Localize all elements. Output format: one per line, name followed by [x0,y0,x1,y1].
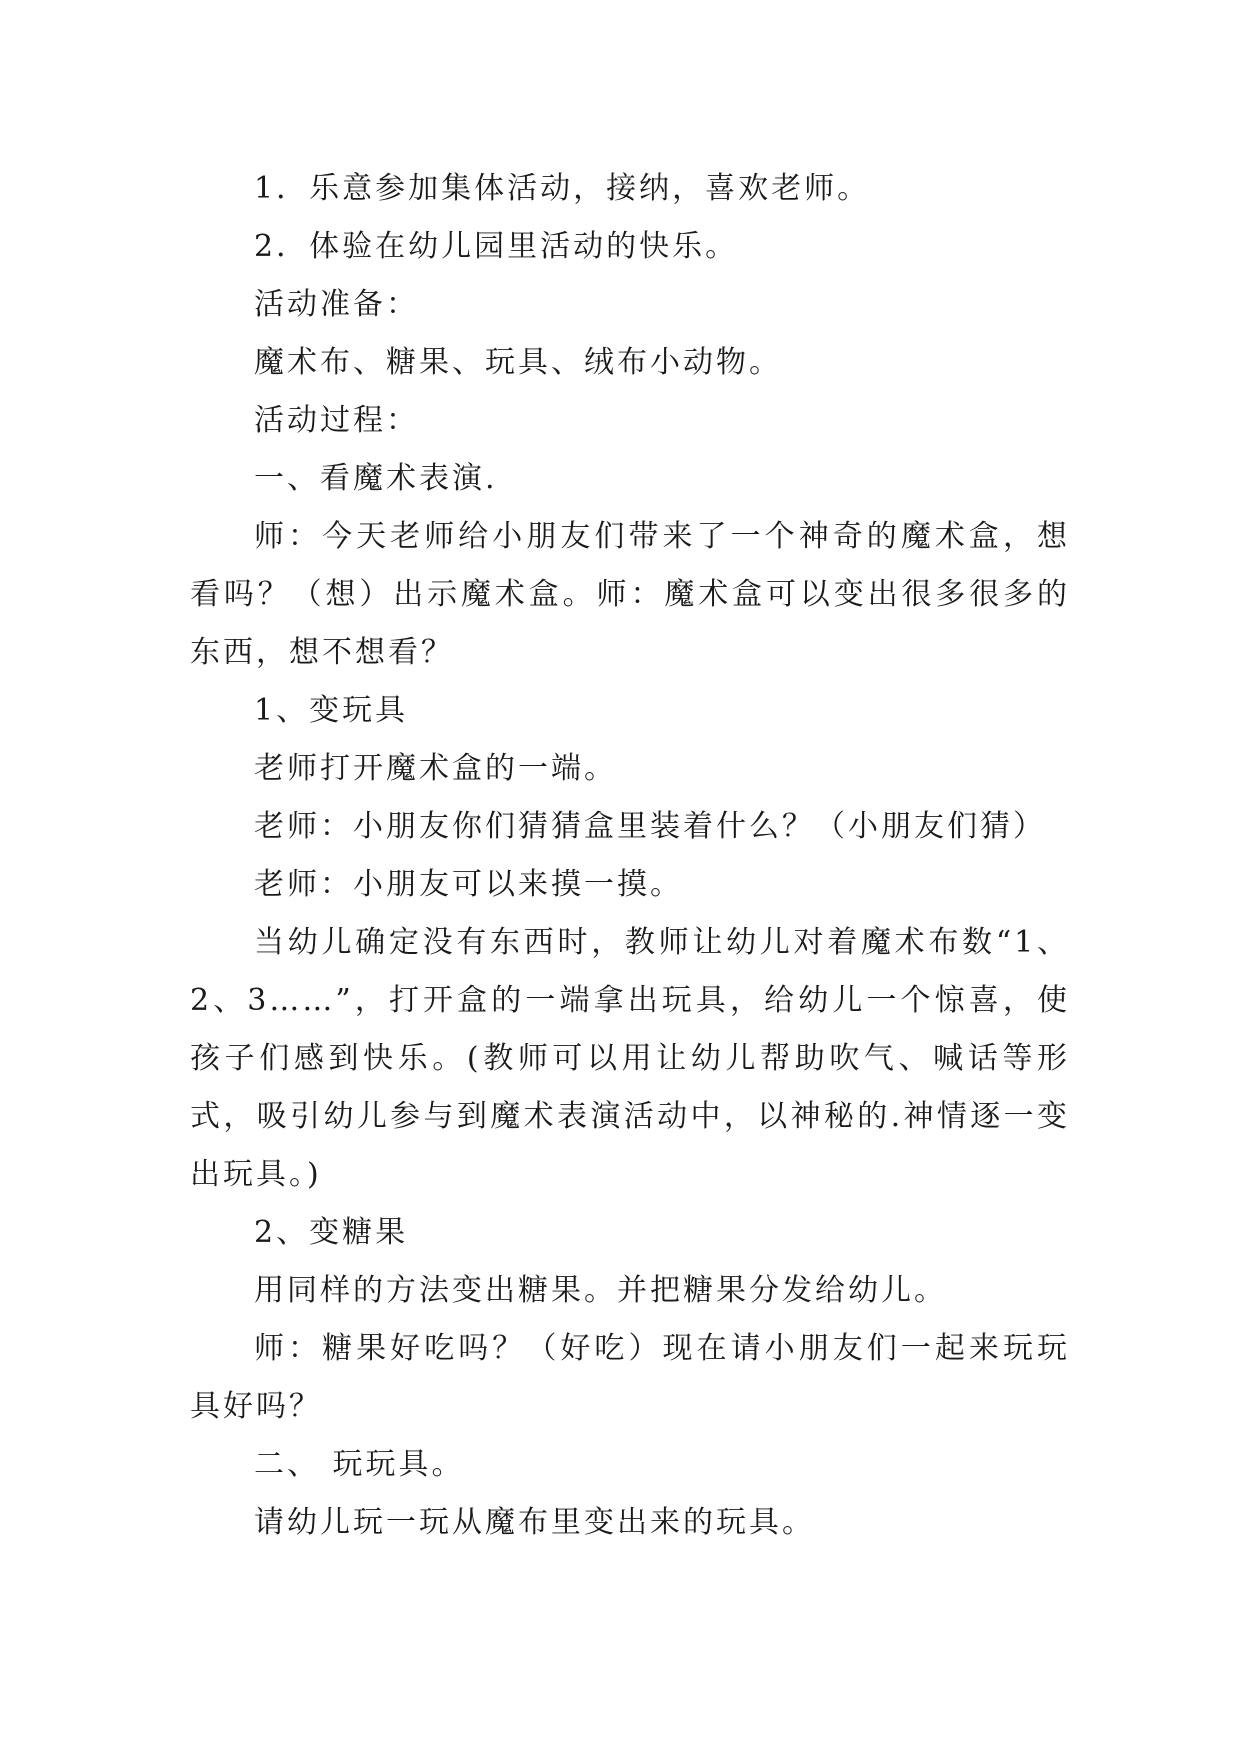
paragraph-candy-method: 用同样的方法变出糖果。并把糖果分发给幼儿。 [254,1273,947,1308]
section-heading-process: 活动过程： [254,403,419,438]
step-heading-magic-show: 一、看魔术表演. [254,461,498,496]
objective-item-2: 2．体验在幼儿园里活动的快乐。 [254,229,739,264]
paragraph-guess: 老师：小朋友你们猜猜盒里装着什么？（小朋友们猜） [254,809,1046,844]
paragraph-open-box: 老师打开魔术盒的一端。 [254,751,617,786]
substep-heading-toys: 1、变玩具 [254,693,409,728]
paragraph-play-toys: 请幼儿玩一玩从魔布里变出来的玩具。 [254,1505,815,1540]
section-heading-preparation: 活动准备： [254,287,419,322]
paragraph-candy-question: 师：糖果好吃吗？（好吃）现在请小朋友们一起来玩玩具好吗？ [190,1331,1070,1424]
paragraph-teacher-intro: 师：今天老师给小朋友们带来了一个神奇的魔术盒，想看吗？（想）出示魔术盒。师：魔术盒可以变出很多很多的东西，想不想看？ [190,519,1070,670]
substep-heading-candy: 2、变糖果 [254,1215,409,1250]
paragraph-touch: 老师：小朋友可以来摸一摸。 [254,867,683,902]
preparation-materials: 魔术布、糖果、玩具、绒布小动物。 [254,345,782,380]
document-body [190,160,1070,1552]
objective-item-1: 1．乐意参加集体活动，接纳，喜欢老师。 [254,171,871,206]
step-heading-play-toys: 二、 玩玩具。 [254,1447,465,1482]
paragraph-reveal-toys: 当幼儿确定没有东西时，教师让幼儿对着魔术布数“1、2、3……”，打开盒的一端拿出玩具，给幼儿一个惊喜，使孩子们感到快乐。(教师可以用让幼儿帮助吹气、喊话等形式，吸引幼儿参与到魔术表演活动中，以神秘的.神情逐一变出玩具。) [190,925,1070,1192]
